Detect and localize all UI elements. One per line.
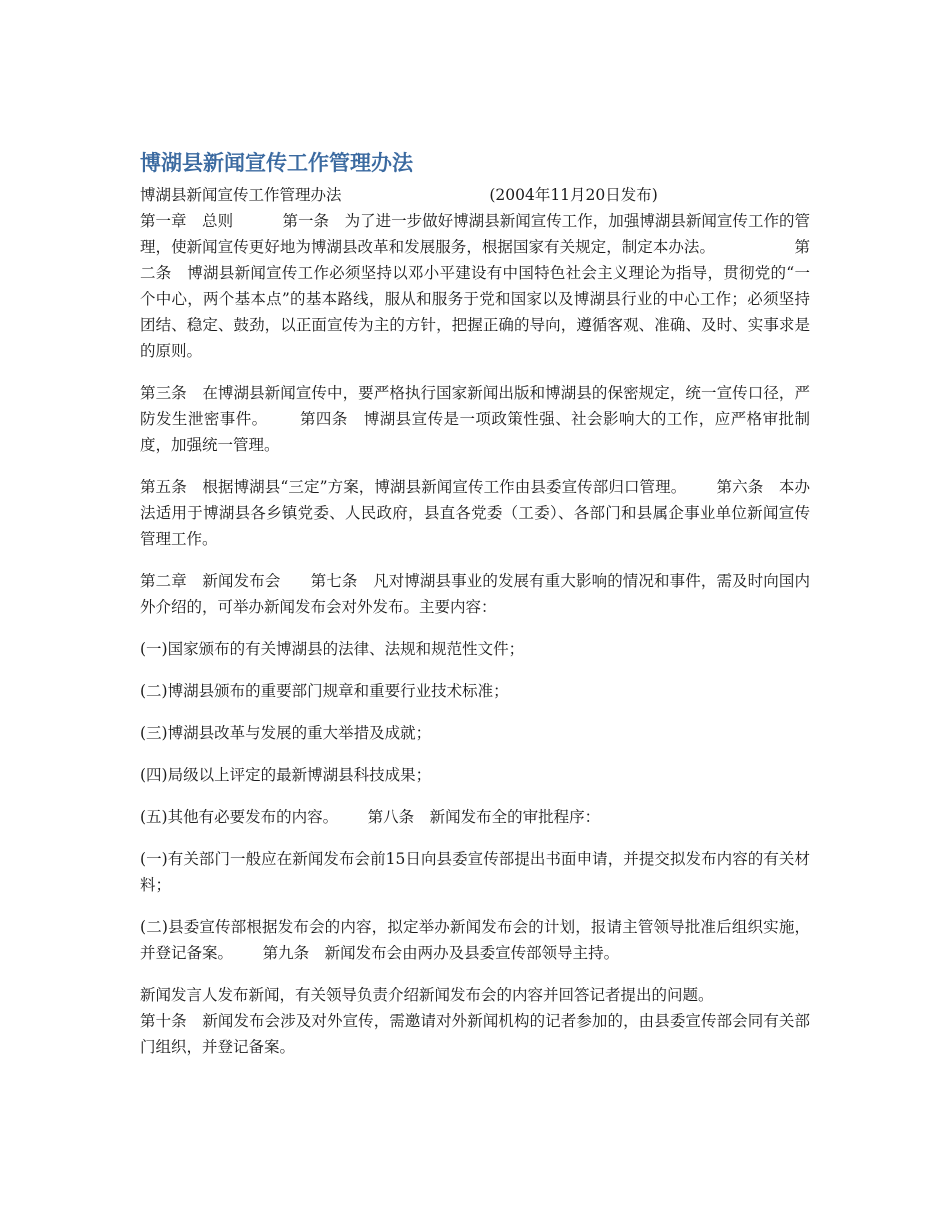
document-title: 博湖县新闻宣传工作管理办法: [140, 151, 413, 175]
list-item-1: (一)国家颁布的有关博湖县的法律、法规和规范性文件；: [140, 640, 525, 658]
chapter-2-heading: 第二章 新闻发布会: [140, 572, 281, 590]
article-5: 第五条 根据博湖县“三定”方案，博湖县新闻宣传工作由县委宣传部归口管理。: [140, 478, 687, 496]
article-9: 第九条 新闻发布会由两办及县委宣传部领导主持。: [262, 944, 620, 962]
list-item-3: (三)博湖县改革与发展的重大举措及成就；: [140, 724, 432, 742]
paragraph-4: [140, 568, 810, 620]
article-8: 第八条 新闻发布全的审批程序：: [367, 808, 601, 826]
paragraph-6: [140, 914, 810, 966]
paragraph-1: [140, 208, 810, 364]
paragraph-3: [140, 474, 810, 552]
subtitle-line: [140, 182, 810, 208]
publish-date: (2004年11月20日发布): [489, 186, 658, 204]
article-1: 第一条 为了进一步做好博湖县新闻宣传工作，加强博湖县新闻宣传工作的管理，使新闻宣传更好地为博湖县改革和发展服务，根据国家有关规定，制定本办法。: [140, 212, 810, 256]
document-page: [140, 146, 810, 1076]
list-item-4: (四)局级以上评定的最新博湖县科技成果；: [140, 766, 432, 784]
article-6: 第六条 本办法适用于博湖县各乡镇党委、人民政府，县直各党委（工委）、各部门和县属企事业单位新闻宣传管理工作。: [140, 478, 811, 548]
list-item-2: (二)博湖县颁布的重要部门规章和重要行业技术标准；: [140, 682, 509, 700]
chapter-1-heading: 第一章 总则: [140, 212, 234, 230]
list-item-5: (五)其他有必要发布的内容。: [140, 808, 339, 826]
article-7: 第七条 凡对博湖县事业的发展有重大影响的情况和事件，需及时向国内外介绍的，可举办新闻发布会对外发布。主要内容：: [140, 572, 810, 616]
procedure-item-2: (二)县委宣传部根据发布会的内容，拟定举办新闻发布会的计划，报请主管领导批准后组织实施，并登记备案。: [140, 918, 810, 962]
article-2: 第二条 博湖县新闻宣传工作必须坚持以邓小平建设有中国特色社会主义理论为指导，贯彻党的“一个中心，两个基本点”的基本路线，服从和服务于党和国家以及博湖县行业的中心工作；必须坚持团结、稳定、鼓劲，以正面宣传为主的方针，把握正确的导向，遵循客观、准确、及时、实事求是的原则。: [140, 238, 810, 360]
article-4: 第四条 博湖县宣传是一项政策性强、社会影响大的工作，应严格审批制度，加强统一管理。: [140, 410, 810, 454]
paragraph-5: [140, 804, 810, 830]
document-subtitle: 博湖县新闻宣传工作管理办法: [140, 186, 342, 204]
article-10: 第十条 新闻发布会涉及对外宣传，需邀请对外新闻机构的记者参加的，由县委宣传部会同有关部门组织，并登记备案。: [140, 1012, 810, 1056]
article-3: 第三条 在博湖县新闻宣传中，要严格执行国家新闻出版和博湖县的保密规定，统一宣传口径，严防发生泄密事件。: [140, 384, 810, 428]
spokesperson-paragraph: 新闻发言人发布新闻，有关领导负责介绍新闻发布会的内容并回答记者提出的问题。: [140, 986, 714, 1004]
paragraph-2: [140, 380, 810, 458]
procedure-item-1: (一)有关部门一般应在新闻发布会前15日向县委宣传部提出书面申请，并提交拟发布内容的有关材料；: [140, 850, 810, 894]
